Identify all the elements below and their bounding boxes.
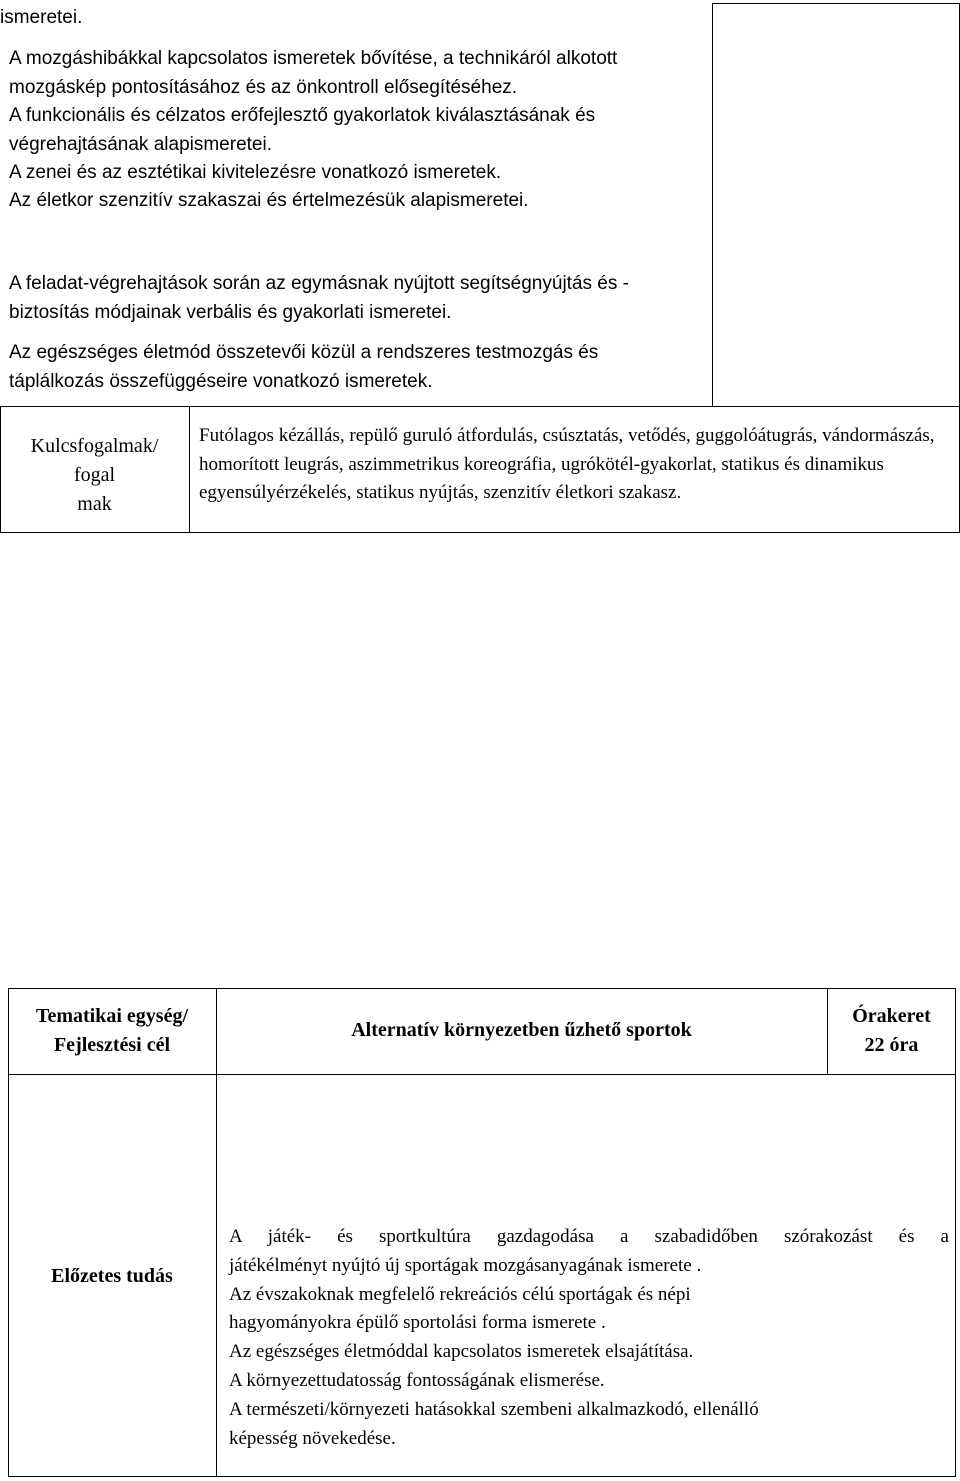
prior-knowledge-line: Az évszakoknak megfelelő rekreációs célú sportágak és népi [229,1283,691,1305]
key-concepts-label-line: fogal [73,464,116,486]
thematic-unit-label-line: Tematikai egység/ [35,1005,189,1027]
unit-title: Alternatív környezetben űzhető sportok [351,1019,692,1041]
hours-frame-value: 22 óra [864,1034,919,1056]
curriculum-continuation-cell [0,0,712,406]
column-divider [216,988,217,1477]
paragraph-sensitive-periods: Az életkor szenzitív szakaszai és értelmezésük alapismeretei. [9,190,529,211]
column-divider [189,406,190,533]
paragraph-music-aesthetics: A zenei és az esztétikai kivitelezésre vonatkozó ismeretek. [9,162,502,183]
empty-side-cell [712,3,960,406]
paragraph-healthy-lifestyle: Az egészséges életmód összetevői közül a rendszeres testmozgás és táplálkozás összefüggéseire vonatkozó ismeretek. [9,342,599,392]
prior-knowledge-line: A környezettudatosság fontosságának elismerése. [229,1369,605,1391]
prior-knowledge-line: Az egészséges életmóddal kapcsolatos ismeretek elsajátítása. [229,1341,694,1363]
prior-knowledge-label: Előzetes tudás [51,1265,173,1287]
paragraph-assistance: A feladat-végrehajtások során az egymásnak nyújtott segítségnyújtás és -biztosítás módjainak verbális és gyakorlati ismeretei. [9,273,629,323]
prior-knowledge-line: A természeti/környezeti hatásokkal szembeni alkalmazkodó, ellenálló [229,1398,759,1420]
hours-frame [827,1002,956,1060]
thematic-unit-label [8,1002,216,1060]
hours-frame-label: Órakeret [852,1005,931,1027]
prior-knowledge-text [229,1223,949,1453]
row-divider [8,1074,956,1075]
prior-knowledge-line: hagyományokra épülő sportolási forma ismerete . [229,1312,606,1334]
continuation-line: ismeretei. [0,7,83,28]
key-concepts-label-line: Kulcsfogalmak/ [30,435,159,457]
key-concepts-text: Futólagos kézállás, repülő guruló átfordulás, csúsztatás, vetődés, guggolóátugrás, vándormászás, homorított leugrás, aszimmetrikus koreográfia, ugrókötél-gyakorlat, statikus és dinamikus egyensúlyérzékelés, statikus nyújtás, szenzitív életkori szakasz. [199,425,935,503]
key-concepts-label [0,432,189,519]
paragraph-strength-exercises: A funkcionális és célzatos erőfejlesztő gyakorlatok kiválasztásának és végrehajtásának alapismeretei. [9,105,596,155]
prior-knowledge-line: A játék- és sportkultúra gazdagodása a szabadidőben szórakozást és a [229,1226,949,1247]
prior-knowledge-line: játékélményt nyújtó új sportágak mozgásanyagának ismerete . [229,1254,702,1276]
paragraph-movement-errors: A mozgáshibákkal kapcsolatos ismeretek bővítése, a technikáról alkotott mozgáskép pontosításához és az önkontroll elősegítéséhez. [9,48,618,98]
key-concepts-label-line: mak [77,493,112,515]
thematic-unit-label-line: Fejlesztési cél [53,1034,171,1056]
prior-knowledge-line: képesség növekedése. [229,1427,396,1449]
